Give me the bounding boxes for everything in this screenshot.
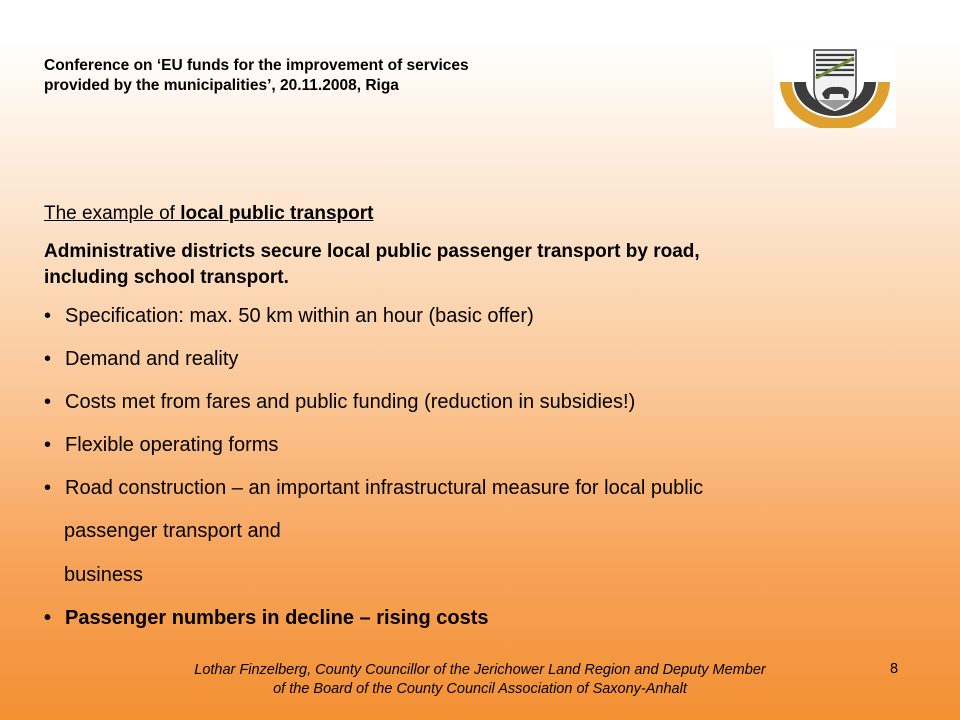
coat-of-arms-logo <box>774 46 896 128</box>
bullet-item <box>44 391 635 414</box>
footer-line-2: of the Board of the County Council Association of Saxony-Anhalt <box>273 681 687 697</box>
bullet-text: Road construction – an important infrastructural measure for local public <box>65 477 704 499</box>
bullet-marker: • <box>44 607 52 629</box>
footer-author <box>150 661 810 699</box>
bullet-marker: • <box>44 305 52 327</box>
bullet-marker: • <box>44 434 52 456</box>
header-line-2: provided by the municipalities’, 20.11.2008, Riga <box>44 77 399 94</box>
bullet-item <box>44 434 278 457</box>
bullet-item <box>44 607 489 630</box>
intro-text <box>44 239 924 291</box>
bullet-item <box>44 477 703 500</box>
bullet-continuation: business <box>64 564 143 586</box>
bullet-continuation: passenger transport and <box>64 520 281 542</box>
bullet-item <box>44 348 238 371</box>
bullet-text: Costs met from fares and public funding (reduction in subsidies!) <box>65 391 636 413</box>
bullet-marker: • <box>44 477 52 499</box>
footer-line-1: Lothar Finzelberg, County Councillor of the Jerichower Land Region and Deputy Member <box>194 662 766 678</box>
header-line-1: Conference on ‘EU funds for the improvement of services <box>44 57 469 74</box>
intro-line-1: Administrative districts secure local public passenger transport by road, <box>44 241 700 262</box>
bullet-text: Flexible operating forms <box>65 434 279 456</box>
bullet-marker: • <box>44 348 52 370</box>
conference-header <box>44 56 744 96</box>
bullet-text: Specification: max. 50 km within an hour (basic offer) <box>65 305 534 327</box>
intro-line-2: including school transport. <box>44 267 289 288</box>
page-number: 8 <box>890 661 899 677</box>
bullet-marker: • <box>44 391 52 413</box>
title-prefix: The example of <box>44 203 181 224</box>
bullet-text: Passenger numbers in decline – rising costs <box>65 607 489 629</box>
bullet-text: Demand and reality <box>65 348 239 370</box>
section-title <box>44 203 373 225</box>
title-bold: local public transport <box>180 203 374 224</box>
bullet-item <box>44 305 534 328</box>
